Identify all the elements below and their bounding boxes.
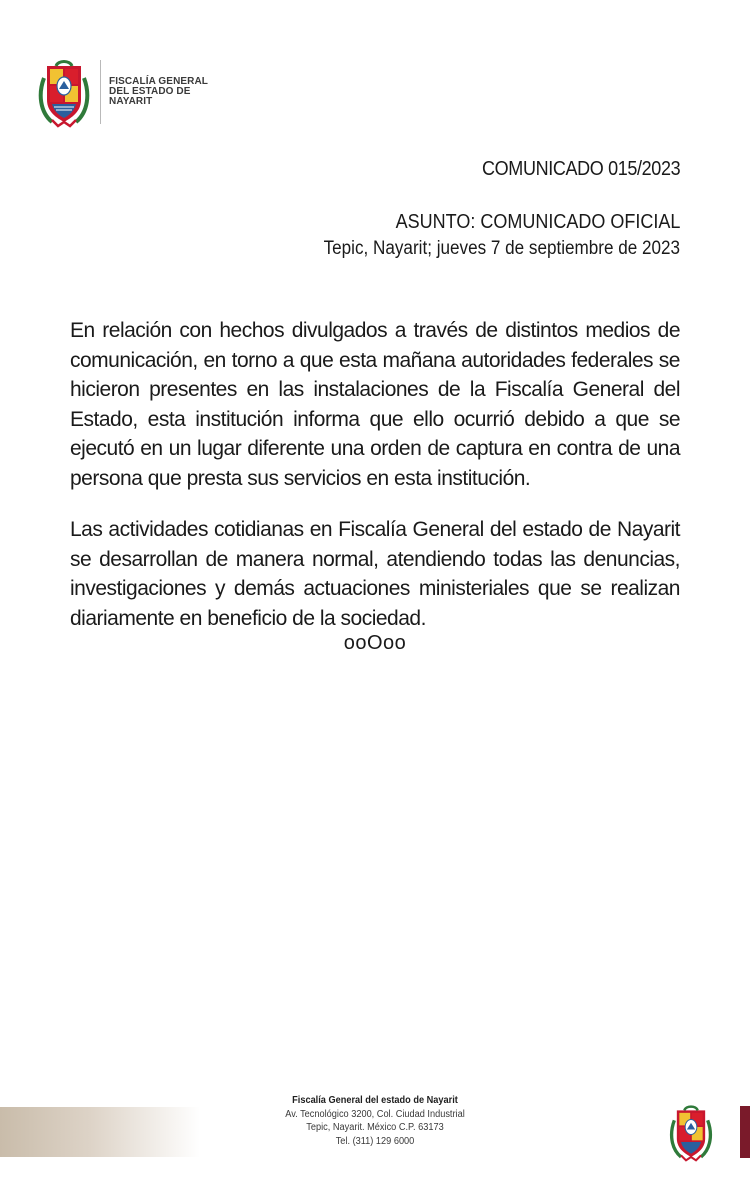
body-paragraph-2: Las actividades cotidianas en Fiscalía General del estado de Nayarit se desarrollan de manera normal, atendiendo todas las denuncias, investigaciones y demás actuaciones ministeriales que se realizan diariamente en beneficio de la sociedad. xyxy=(70,518,680,630)
footer-address-line-2: Tepic, Nayarit. México C.P. 63173 xyxy=(306,1122,444,1133)
footer-address-line-1: Av. Tecnológico 3200, Col. Ciudad Industrial xyxy=(285,1108,465,1120)
coat-of-arms-logo xyxy=(38,56,90,128)
header-divider xyxy=(100,60,101,124)
place-and-date: Tepic, Nayarit; jueves 7 de septiembre de 2023 xyxy=(323,238,680,259)
body-paragraph-1: En relación con hechos divulgados a través de distintos medios de comunicación, en torno a que esta mañana autoridades federales se hicieron presentes en las instalaciones de la Fiscalía General del Estado, esta institución informa que ello ocurrió debido a que se ejecutó en un lugar diferente una orden de captura en contra de una persona que presta sus servicios en esta institución. xyxy=(70,319,680,490)
footer-shield-emblem-icon xyxy=(669,1102,713,1162)
shield-emblem-icon xyxy=(38,56,90,128)
footer-accent-bar xyxy=(740,1106,750,1158)
document-subject xyxy=(395,211,680,234)
subject-value: : COMUNICADO OFICIAL xyxy=(469,211,680,233)
subject-label: ASUNTO xyxy=(395,211,470,233)
letterhead xyxy=(38,56,208,128)
footer-coat-of-arms-logo xyxy=(669,1102,713,1162)
org-name-line-1: FISCALÍA GENERAL xyxy=(109,76,209,87)
footer-contact xyxy=(0,1094,750,1148)
closing-mark: ooOoo xyxy=(343,632,407,654)
org-name-line-2: DEL ESTADO DE xyxy=(109,86,191,97)
organization-name xyxy=(109,77,208,107)
footer-phone: Tel. (311) 129 6000 xyxy=(335,1135,415,1147)
footer-org-name: Fiscalía General del estado de Nayarit xyxy=(292,1095,458,1106)
org-name-line-3: NAYARIT xyxy=(109,96,153,107)
document-number: COMUNICADO 015/2023 xyxy=(481,158,680,180)
